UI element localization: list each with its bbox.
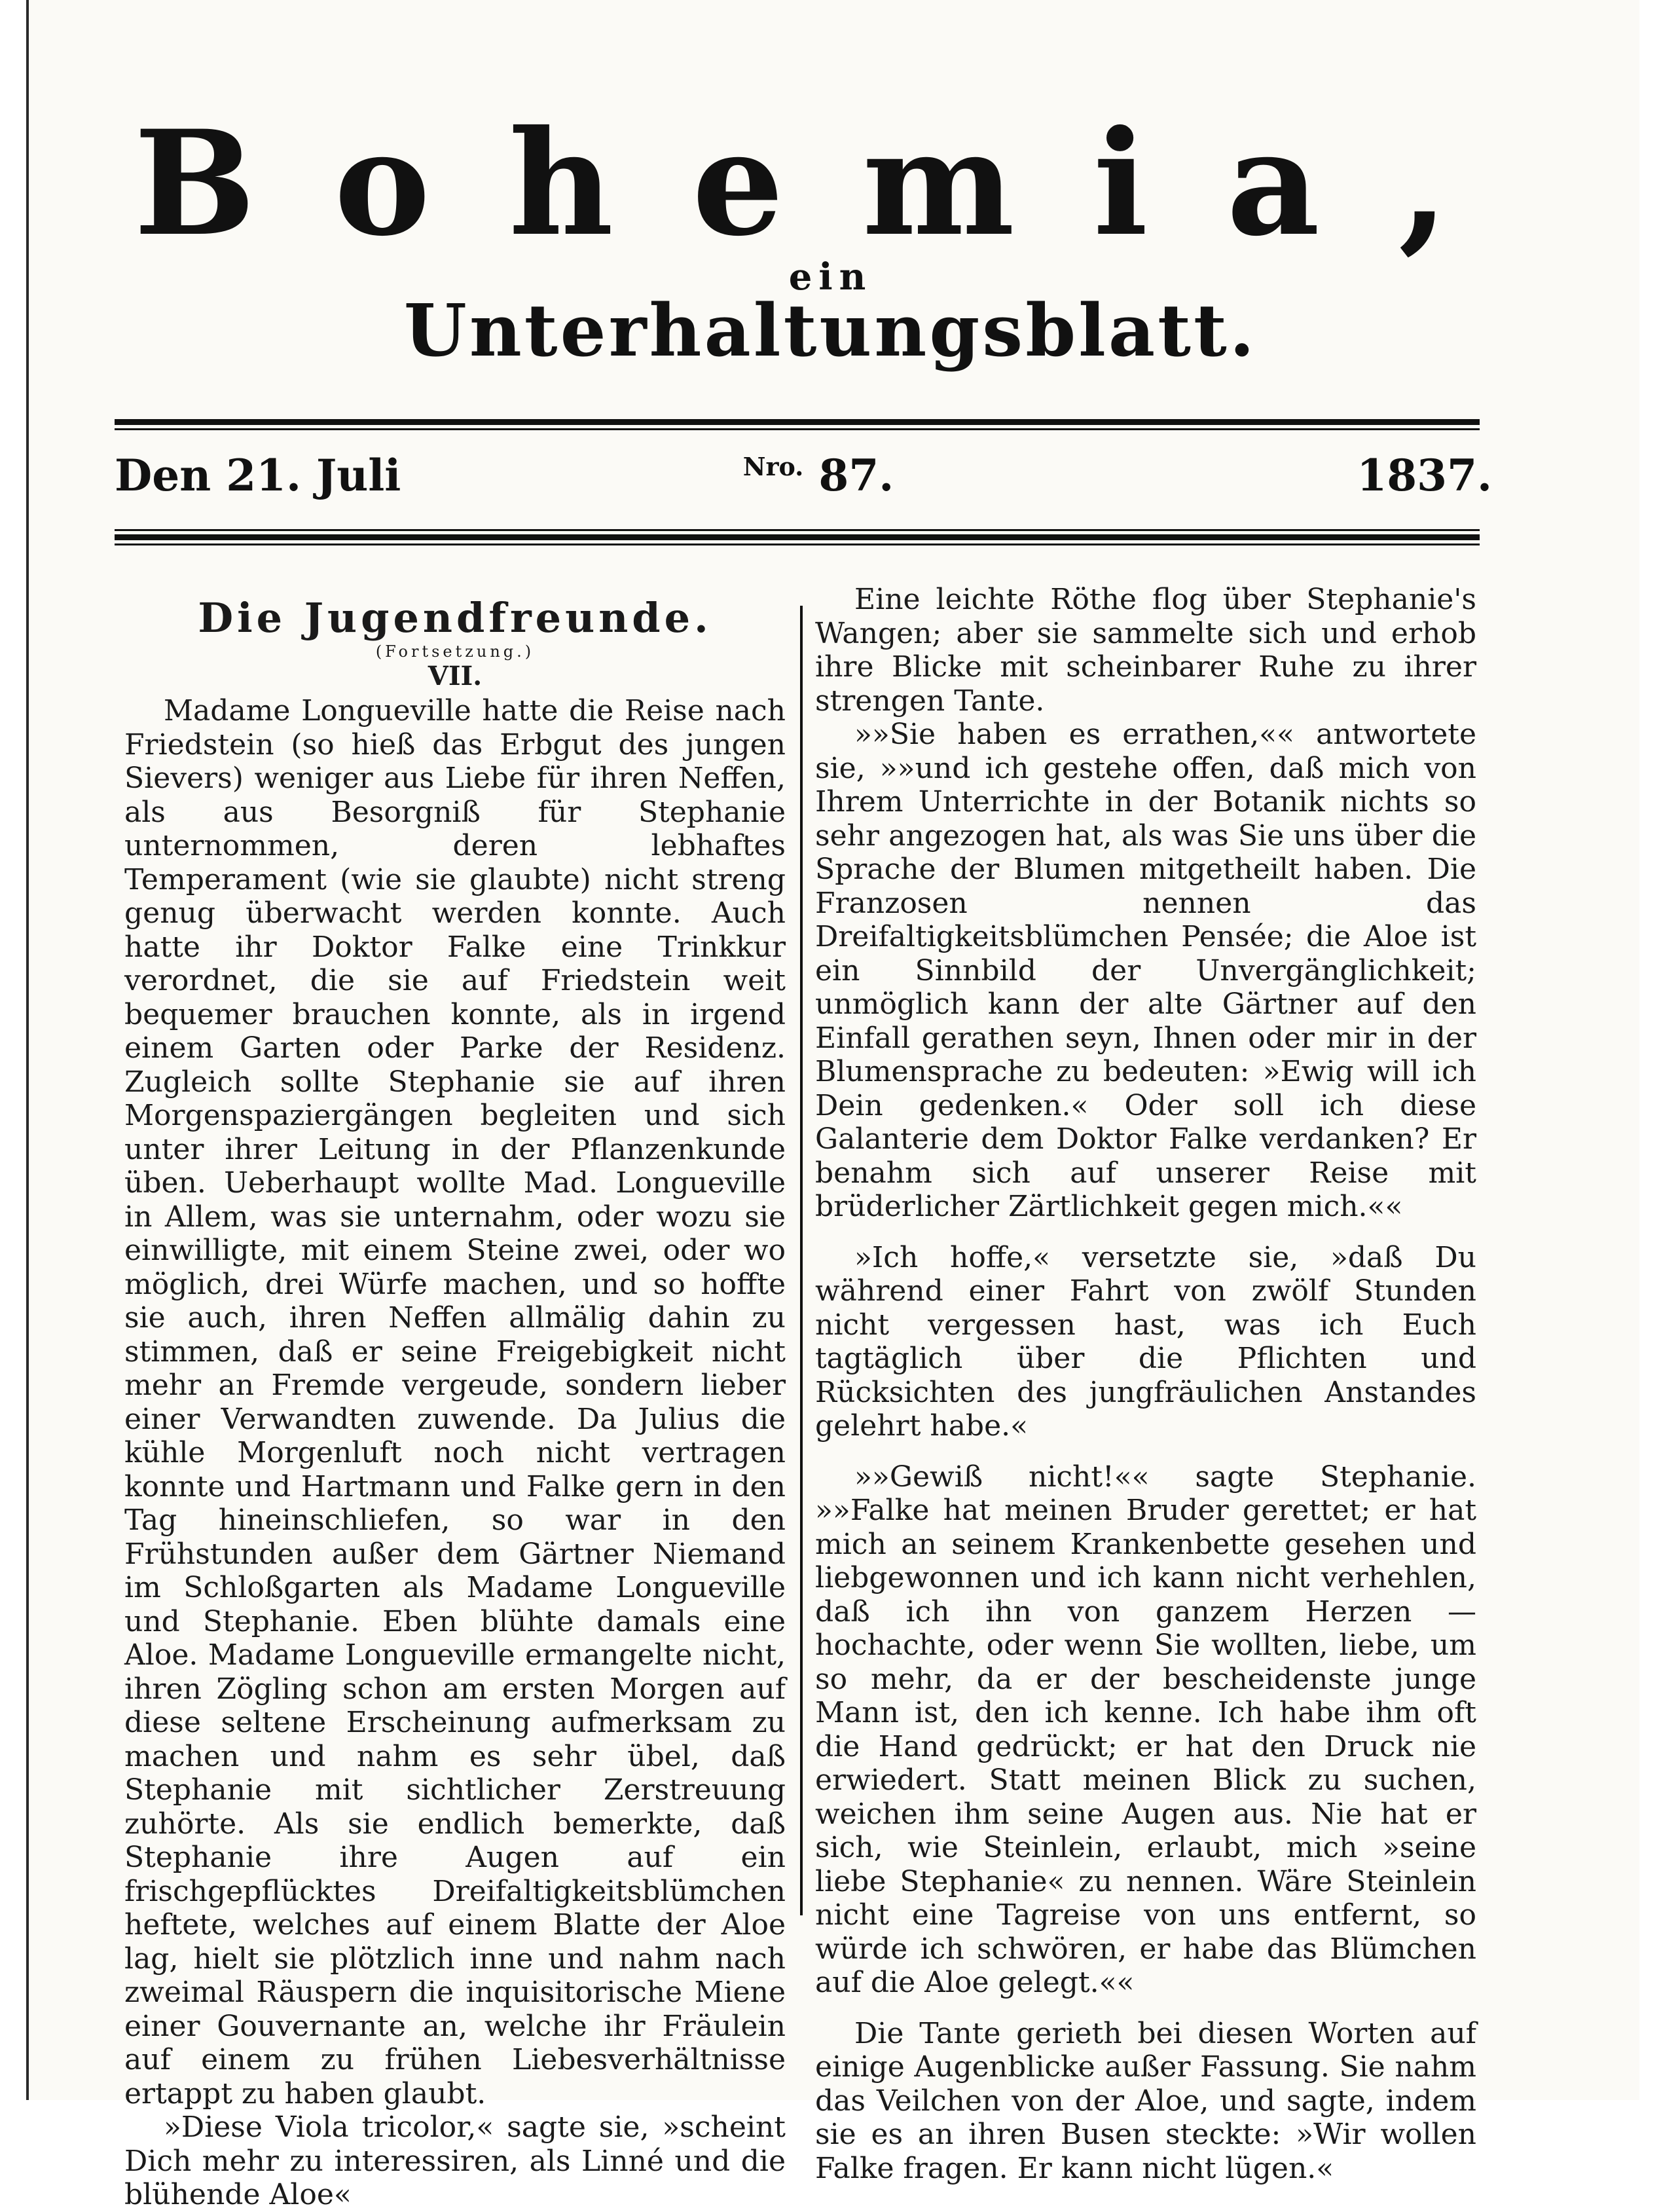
- issue-number: [707, 450, 930, 501]
- column-divider: [800, 606, 803, 1915]
- paragraph: Madame Longueville hatte die Reise nach Friedstein (so hieß das Erbgut des jungen Sievers) weniger aus Liebe für ihren Neffen, als aus Besorgniß für Stephanie unternommen, deren lebhaftes Temperament (wie sie glaubte) nicht streng genug überwacht werden konnte. Auch hatte ihr Doktor Falke eine Trinkkur verordnet, die sie auf Friedstein weit bequemer brauchen konnte, als in irgend einem Garten oder Parke der Residenz. Zugleich sollte Stephanie sie auf ihren Morgenspaziergängen begleiten und sich unter ihrer Leitung in der Pflanzenkunde üben. Ueberhaupt wollte Mad. Longueville in Allem, was sie unternahm, oder wozu sie einwilligte, mit einem Steine zwei, oder wo möglich, drei Würfe machen, und so hoffte sie auch, ihren Neffen allmälig dahin zu stimmen, daß er seine Freigebigkeit nicht mehr an Fremde vergeude, sondern lieber einer Verwandten zuwende. Da Julius die kühle Morgenluft noch nicht vertragen konnte und Hartmann und Falke gern in den Tag hineinschliefen, so war in den Frühstunden außer dem Gärtner Niemand im Schloßgarten als Madame Longueville und Stephanie. Eben blühte damals eine Aloe. Madame Longueville ermangelte nicht, ihren Zögling schon am ersten Morgen auf diese seltene Erscheinung aufmerksam zu machen und nahm es sehr übel, daß Stephanie mit sichtlicher Zerstreuung zuhörte. Als sie endlich bemerkte, daß Stephanie ihre Augen auf ein frischgepflücktes Dreifaltigkeitsblümchen heftete, welches auf einem Blatte der Aloe lag, hielt sie plötzlich inne und nahm nach zweimal Räuspern die inquisitorische Miene einer Gouvernante an, welche ihr Fräulein auf einem zu frühen Liebesverhältnisse ertappt zu haben glaubt.: [124, 694, 786, 2111]
- paragraph: »Ich hoffe,« versetzte sie, »daß Du während einer Fahrt von zwölf Stunden nicht vergessen hast, was ich Euch tagtäglich über die Pflichten und Rücksichten des jungfräulichen Anstandes gelehrt habe.«: [815, 1240, 1476, 1443]
- masthead-subtitle-large: Unterhaltungsblatt.: [403, 288, 1258, 373]
- header-rule-thick: [115, 534, 1480, 540]
- issue-year: 1837.: [1357, 450, 1492, 501]
- paragraph: Eine leichte Röthe flog über Stephanie's Wangen; aber sie sammelte sich und erhob ihre Blicke mit scheinbarer Ruhe zu ihrer strengen Tante.: [815, 583, 1476, 718]
- left-column: [124, 583, 786, 2212]
- masthead-title: Bohemia,: [134, 98, 1527, 268]
- header-rule-thin-bottom: [115, 544, 1480, 545]
- paragraph: »»Sie haben es errathen,«« antwortete sie, »»und ich gestehe offen, daß mich von Ihrem Unterrichte in der Botanik nichts so sehr angezogen hat, als was Sie uns über die Sprache der Blumen mitgetheilt haben. Die Franzosen nennen das Dreifaltigkeitsblümchen Pensée; die Aloe ist ein Sinnbild der Unvergänglichkeit; unmöglich kann der alte Gärtner auf den Einfall gerathen seyn, Ihnen oder mir in der Blumensprache zu bedeuten: »Ewig will ich Dein gedenken.« Oder soll ich diese Galanterie dem Doktor Falke verdanken? Er benahm sich auf unserer Reise mit brüderlicher Zärtlichkeit gegen mich.««: [815, 718, 1476, 1223]
- paragraph: Die Tante gerieth bei diesen Worten auf einige Augenblicke außer Fassung. Sie nahm das Veilchen von der Aloe, und sagte, indem sie es an ihren Busen steckte: »Wir wollen Falke fragen. Er kann nicht lügen.«: [815, 2016, 1476, 2185]
- article-title: Die Jugendfreunde.: [198, 594, 712, 642]
- article-continuation: (Fortsetzung.): [375, 642, 535, 661]
- paragraph: »»Gewiß nicht!«« sagte Stephanie. »»Falke hat meinen Bruder gerettet; er hat mich an seinem Krankenbette gesehen und liebgewonnen und ich kann nicht verhehlen, daß ich ihn von ganzem Herzen — hochachte, oder wenn Sie wollten, liebe, um so mehr, da er der bescheidenste junge Mann ist, den ich kenne. Ich habe ihm oft die Hand gedrückt; er hat den Druck nie erwiedert. Statt meinen Blick zu suchen, weichen ihm seine Augen aus. Nie hat er sich, wie Steinlein, erlaubt, mich »seine liebe Stephanie« zu nennen. Wäre Steinlein nicht eine Tagreise von uns entfernt, so würde ich schwören, er habe das Blümchen auf die Aloe gelegt.««: [815, 1460, 1476, 1999]
- issue-number-value: 87.: [818, 450, 894, 501]
- header-rule-thin-top: [115, 529, 1480, 531]
- top-rule-thin: [115, 428, 1480, 430]
- top-rule-thick: [115, 419, 1480, 425]
- right-column: [815, 583, 1476, 2185]
- article-chapter: VII.: [428, 661, 483, 691]
- masthead-subtitle-small: ein: [788, 255, 873, 299]
- issue-date: Den 21. Juli: [115, 450, 401, 501]
- paragraph: »Diese Viola tricolor,« sagte sie, »scheint Dich mehr zu interessiren, als Linné und die blühende Aloe«: [124, 2111, 786, 2211]
- issue-number-prefix: Nro.: [742, 452, 804, 481]
